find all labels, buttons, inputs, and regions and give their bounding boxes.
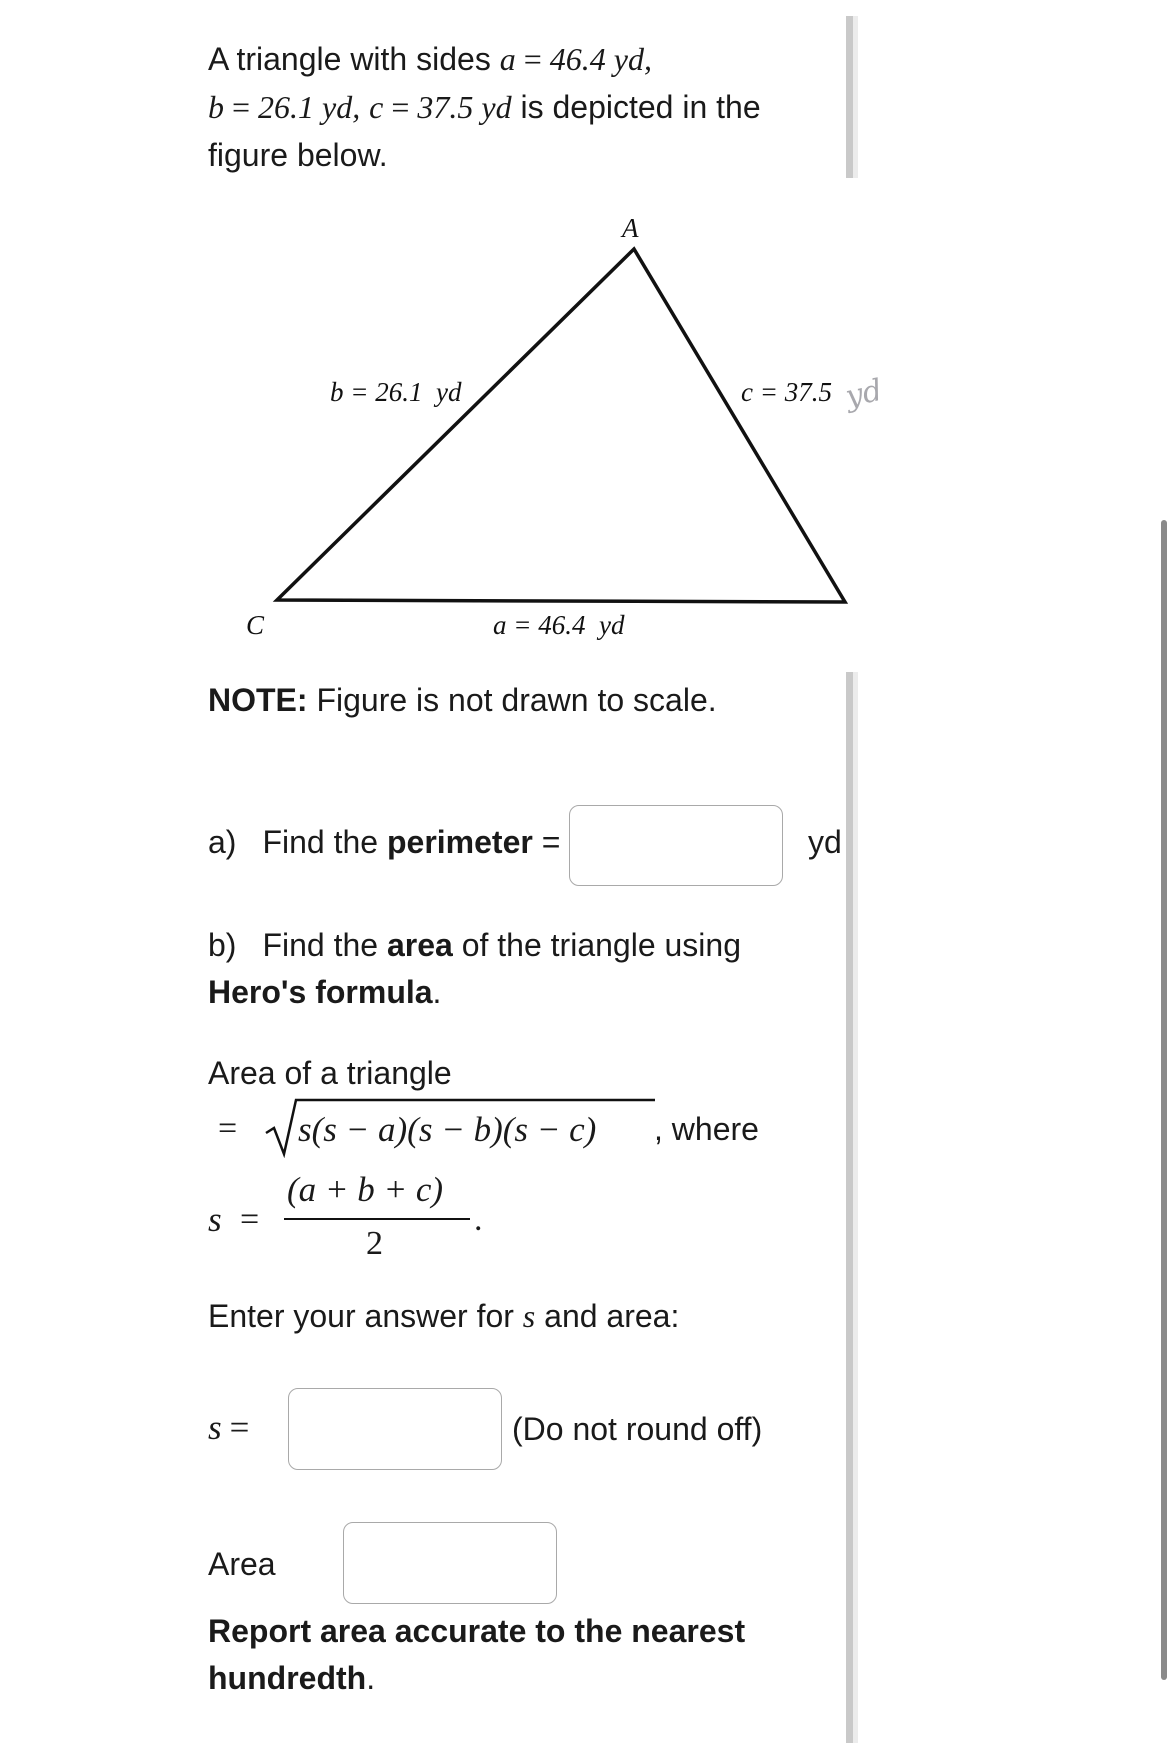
perimeter-label: perimeter: [386, 824, 533, 860]
note-label: NOTE:: [208, 682, 308, 718]
formula-radicand: s(s − a)(s − b)(s − c): [298, 1110, 597, 1149]
part-b-question: [208, 921, 741, 969]
note: [208, 676, 717, 724]
c-value: 37.5 yd: [417, 89, 512, 125]
report-line-1: Report area accurate to the nearest: [208, 1613, 746, 1649]
s-field-label: s =: [208, 1408, 250, 1447]
area-input[interactable]: [343, 1522, 557, 1604]
prompt-var: s: [522, 1298, 536, 1334]
part-b-line2-end: .: [432, 974, 442, 1010]
perimeter-unit: yd: [808, 824, 842, 860]
formula-heading: Area of a triangle: [208, 1055, 452, 1091]
sidebar-edge-bottom: [846, 672, 853, 1743]
answer-prompt: [208, 1292, 679, 1340]
formula-equals: =: [218, 1110, 238, 1147]
part-a-suffix: =: [532, 824, 561, 860]
vertex-a-label: A: [622, 213, 639, 243]
area-label: Area: [208, 1546, 276, 1582]
prompt-text: Enter your answer for: [208, 1298, 523, 1334]
a-value: 46.4 yd,: [549, 41, 652, 77]
side-a-label: a = 46.4 yd: [493, 610, 625, 640]
part-b-line-2: [208, 968, 441, 1016]
perimeter-input[interactable]: [569, 805, 783, 886]
side-c-label: c = 37.5: [741, 377, 832, 407]
s-definition-var: s: [208, 1200, 222, 1239]
s-hint: (Do not round off): [512, 1411, 763, 1447]
triangle-shape: [277, 249, 845, 602]
vertex-c-label: C: [246, 610, 265, 640]
intro-line-1: A triangle with sides a = 46.4 yd,: [208, 41, 652, 77]
area-word: area: [386, 927, 453, 963]
part-a-question: [208, 818, 560, 866]
part-a-prefix: a): [208, 824, 237, 860]
s-definition-equals: =: [240, 1201, 260, 1238]
part-b-text: Find the: [262, 927, 387, 963]
side-b-label: b = 26.1 yd: [330, 377, 462, 407]
report-line-2: [208, 1654, 375, 1702]
triangle-figure: [0, 0, 1170, 700]
part-b-suffix: of the triangle using: [452, 927, 741, 963]
hundredth-label: hundredth: [208, 1660, 367, 1696]
note-text: Figure is not drawn to scale.: [307, 682, 717, 718]
intro-line-2: b = 26.1 yd, c = 37.5 yd is depicted in the: [208, 89, 761, 125]
s-period: .: [474, 1201, 483, 1238]
b-value: 26.1 yd,: [258, 89, 361, 125]
s-numerator: (a + b + c): [287, 1170, 444, 1209]
handwritten-unit: yd: [842, 372, 886, 415]
s-input[interactable]: [288, 1388, 502, 1470]
intro-line-3: figure below.: [208, 137, 388, 173]
var-a: a: [499, 41, 516, 77]
s-denominator: 2: [366, 1225, 383, 1262]
report-line2-end: .: [366, 1660, 376, 1696]
prompt-suffix: and area:: [535, 1298, 680, 1334]
heros-formula-label: Hero's formula: [208, 974, 433, 1010]
intro-text: A triangle with sides: [208, 41, 500, 77]
fraction-bar: [284, 1218, 470, 1220]
part-a-text: Find the: [262, 824, 387, 860]
intro-suffix: is depicted in the: [511, 89, 761, 125]
formula-where: , where: [654, 1111, 759, 1147]
part-b-prefix: b): [208, 927, 237, 963]
var-c: c: [369, 89, 384, 125]
var-b: b: [208, 89, 224, 125]
